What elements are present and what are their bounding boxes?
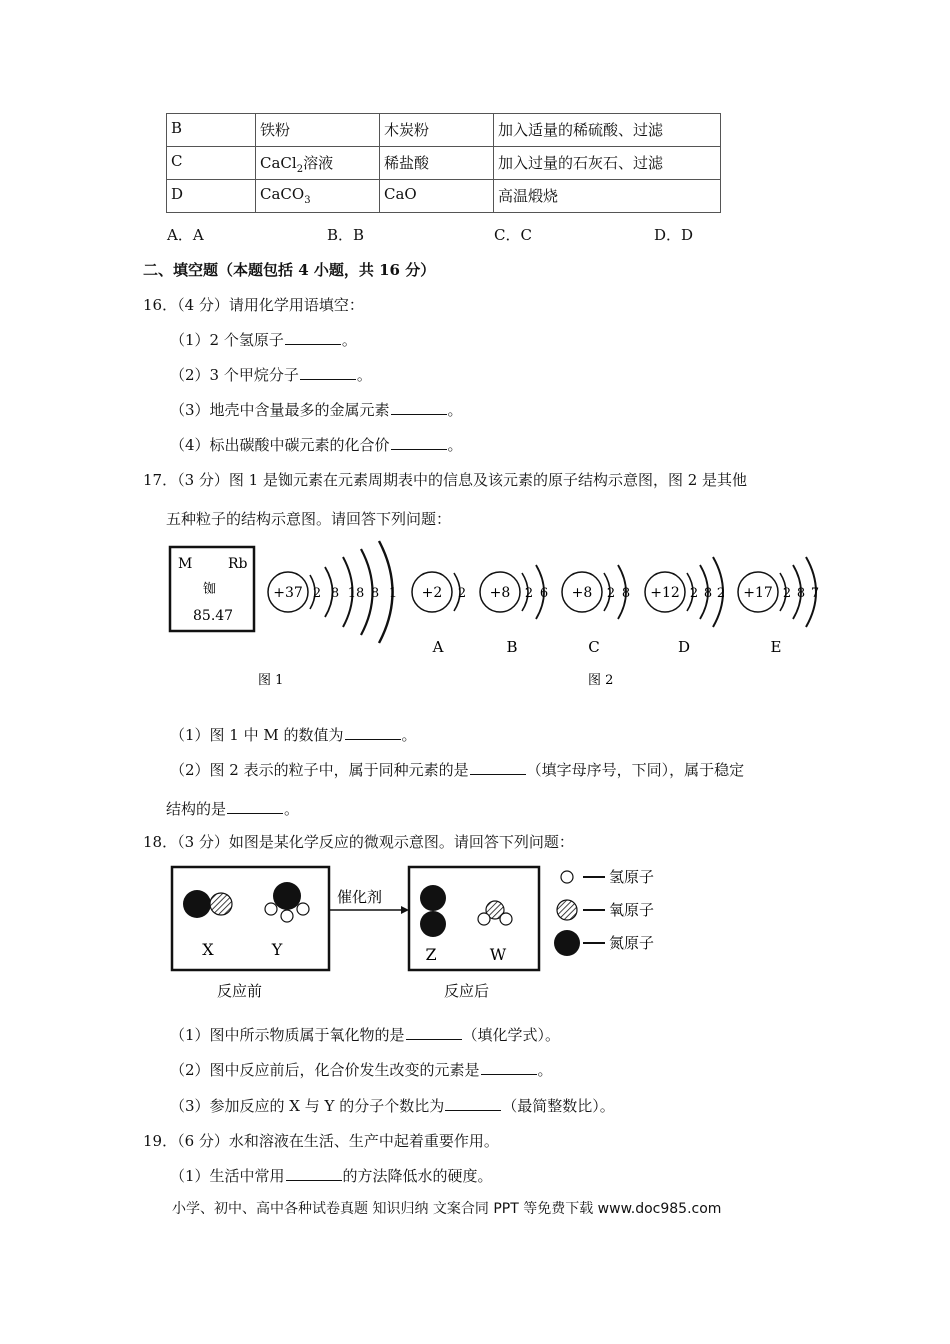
oxygen-atom [210, 893, 232, 915]
formula-text: CaCl [260, 154, 297, 172]
formula-text: CaCO [260, 185, 305, 203]
before-box [172, 867, 329, 970]
nucleus-charge: +12 [650, 585, 680, 601]
element-name: 铷 [203, 582, 217, 597]
q18-sub1-text-b: （填化学式）。 [462, 1026, 561, 1044]
cell-impurity: CaO [380, 180, 494, 213]
answer-blank[interactable] [300, 365, 356, 380]
q16-sub3-text: （3）地壳中含量最多的金属元素 [170, 401, 390, 419]
cell-impurity: 稀盐酸 [380, 147, 494, 180]
shell-electrons: 2 [716, 586, 726, 601]
period: 。 [447, 436, 463, 454]
nitrogen-atom [420, 911, 446, 937]
cell-label: D [167, 180, 256, 213]
shell-electrons: 1 [388, 586, 398, 601]
cell-method: 加入过量的石灰石、过滤 [494, 147, 721, 180]
q17-sub1 [170, 724, 417, 745]
cell-method: 加入适量的稀硫酸、过滤 [494, 114, 721, 147]
q17-sub2-cont [166, 798, 299, 819]
legend-hydrogen-icon [561, 871, 573, 883]
subscript: 2 [296, 164, 304, 175]
q19-stem: 19．（6 分）水和溶液在生活、生产中起着重要作用。 [143, 1132, 499, 1150]
choice-b: B．B [327, 226, 365, 244]
table-row [167, 114, 721, 147]
answer-blank[interactable] [391, 400, 447, 415]
q18-stem: 18．（3 分）如图是某化学反应的微观示意图。请回答下列问题： [143, 833, 574, 851]
q18-sub2 [170, 1059, 553, 1080]
page-footer: 小学、初中、高中各种试卷真题 知识归纳 文案合同 PPT 等免费下载 www.doc985.com [172, 1201, 722, 1217]
legend-nitrogen-icon [554, 930, 580, 956]
element-mass: 85.47 [193, 608, 234, 624]
nucleus-charge: +8 [571, 585, 593, 601]
q18-sub2-text: （2）图中反应前后，化合价发生改变的元素是 [170, 1061, 480, 1079]
shell-electrons: 2 [606, 586, 616, 601]
q16-sub1-text: （1）2 个氢原子 [170, 331, 284, 349]
element-m: M [178, 556, 193, 572]
period: 。 [447, 401, 463, 419]
answer-blank[interactable] [470, 760, 526, 775]
answer-blank[interactable] [285, 330, 341, 345]
particle-label: E [770, 638, 782, 656]
q19-sub1-text: （1）生活中常用 [170, 1167, 285, 1185]
q18-sub1 [170, 1024, 560, 1045]
q17-stem-line1: 17．（3 分）图 1 是铷元素在元素周期表中的信息及该元素的原子结构示意图，图 2 是其他 [143, 471, 748, 489]
nitrogen-atom [420, 885, 446, 911]
molecule-label-y: Y [271, 940, 283, 959]
answer-blank[interactable] [345, 725, 401, 740]
particle-label: B [506, 638, 518, 656]
period: 。 [401, 726, 417, 744]
answer-blank[interactable] [391, 435, 447, 450]
period: 。 [537, 1061, 553, 1079]
q16-sub1 [170, 329, 357, 350]
q17-sub2-text-c: 结构的是 [166, 800, 227, 818]
shell-electrons: 8 [621, 586, 631, 601]
legend-nitrogen: 氮原子 [609, 934, 655, 952]
hydrogen-atom [297, 903, 309, 915]
options-table [166, 113, 721, 213]
nucleus-charge: +2 [421, 585, 443, 601]
q16-sub2 [170, 364, 372, 385]
molecule-label-x: X [202, 940, 214, 959]
choice-d: D．D [654, 226, 694, 244]
shell-electrons: 2 [689, 586, 699, 601]
legend-hydrogen: 氢原子 [609, 868, 655, 886]
period: 。 [284, 800, 300, 818]
shell-electrons: 8 [330, 586, 340, 601]
figure2-caption: 图 2 [588, 673, 614, 688]
q18-sub3-text: （3）参加反应的 X 与 Y 的分子个数比为 [170, 1097, 445, 1115]
shell-electrons: 18 [347, 586, 365, 601]
formula-suffix: 溶液 [303, 154, 334, 172]
q19-sub1 [170, 1165, 493, 1186]
q17-sub1-text: （1）图 1 中 M 的数值为 [170, 726, 344, 744]
molecule-label-w: W [489, 945, 507, 964]
q16-sub4 [170, 434, 463, 455]
shell-electrons: 8 [796, 586, 806, 601]
hydrogen-atom [500, 913, 512, 925]
answer-blank[interactable] [406, 1025, 462, 1040]
q18-sub3 [170, 1095, 615, 1116]
q16-stem: 16．（4 分）请用化学用语填空： [143, 296, 364, 314]
nucleus-charge: +17 [743, 585, 773, 601]
q19-sub1-text-b: 的方法降低水的硬度。 [342, 1167, 493, 1185]
subscript: 3 [304, 195, 311, 206]
reaction-diagram [165, 860, 685, 1005]
nitrogen-atom [273, 882, 301, 910]
particle-label: C [588, 638, 600, 656]
q17-sub2-text-b: （填字母序号，下同），属于稳定 [526, 761, 745, 779]
cell-substance: 铁粉 [256, 114, 380, 147]
legend-oxygen-icon [557, 900, 577, 920]
shell-electrons: 8 [370, 586, 380, 601]
cell-impurity: 木炭粉 [380, 114, 494, 147]
answer-blank[interactable] [227, 799, 283, 814]
cell-substance [256, 147, 380, 180]
element-symbol: Rb [228, 556, 248, 572]
choice-a: A．A [167, 226, 204, 244]
q18-sub3-text-b: （最简整数比）。 [502, 1097, 615, 1115]
choice-c: C．C [494, 226, 532, 244]
q16-sub2-text: （2）3 个甲烷分子 [170, 366, 299, 384]
shell-electrons: 2 [782, 586, 792, 601]
period: 。 [356, 366, 372, 384]
catalyst-label: 催化剂 [337, 888, 383, 906]
q18-sub1-text: （1）图中所示物质属于氧化物的是 [170, 1026, 405, 1044]
before-caption: 反应前 [217, 982, 263, 1000]
answer-blank[interactable] [481, 1060, 537, 1075]
section-title: 二、填空题（本题包括 4 小题，共 16 分） [143, 261, 436, 279]
shell-electrons: 2 [524, 586, 534, 601]
particle-label: A [432, 638, 444, 656]
figure1-caption: 图 1 [258, 673, 284, 688]
atom-structure-figure [160, 535, 840, 695]
hydrogen-atom [478, 913, 490, 925]
shell-electrons: 8 [703, 586, 713, 601]
q16-sub3 [170, 399, 463, 420]
legend-oxygen: 氧原子 [609, 901, 655, 919]
q17-sub2 [170, 759, 744, 780]
hydrogen-atom [281, 910, 293, 922]
particle-label: D [677, 638, 691, 656]
q17-stem-line2: 五种粒子的结构示意图。请回答下列问题： [166, 510, 452, 528]
shell-electrons: 6 [539, 586, 549, 601]
q16-sub4-text: （4）标出碳酸中碳元素的化合价 [170, 436, 390, 454]
shell-electrons: 2 [457, 586, 467, 601]
table-row [167, 180, 721, 213]
cell-label: B [167, 114, 256, 147]
nitrogen-atom [183, 890, 211, 918]
cell-substance [256, 180, 380, 213]
nucleus-charge: +8 [489, 585, 511, 601]
hydrogen-atom [265, 903, 277, 915]
answer-blank[interactable] [445, 1096, 501, 1111]
cell-label: C [167, 147, 256, 180]
period: 。 [341, 331, 357, 349]
nucleus-charge: +37 [273, 585, 303, 601]
answer-blank[interactable] [286, 1166, 342, 1181]
shell-electrons: 2 [312, 586, 322, 601]
molecule-label-z: Z [425, 945, 437, 964]
table-row [167, 147, 721, 180]
q17-sub2-text: （2）图 2 表示的粒子中，属于同种元素的是 [170, 761, 469, 779]
after-caption: 反应后 [444, 982, 490, 1000]
shell-electrons: 7 [810, 586, 820, 601]
cell-method: 高温煅烧 [494, 180, 721, 213]
